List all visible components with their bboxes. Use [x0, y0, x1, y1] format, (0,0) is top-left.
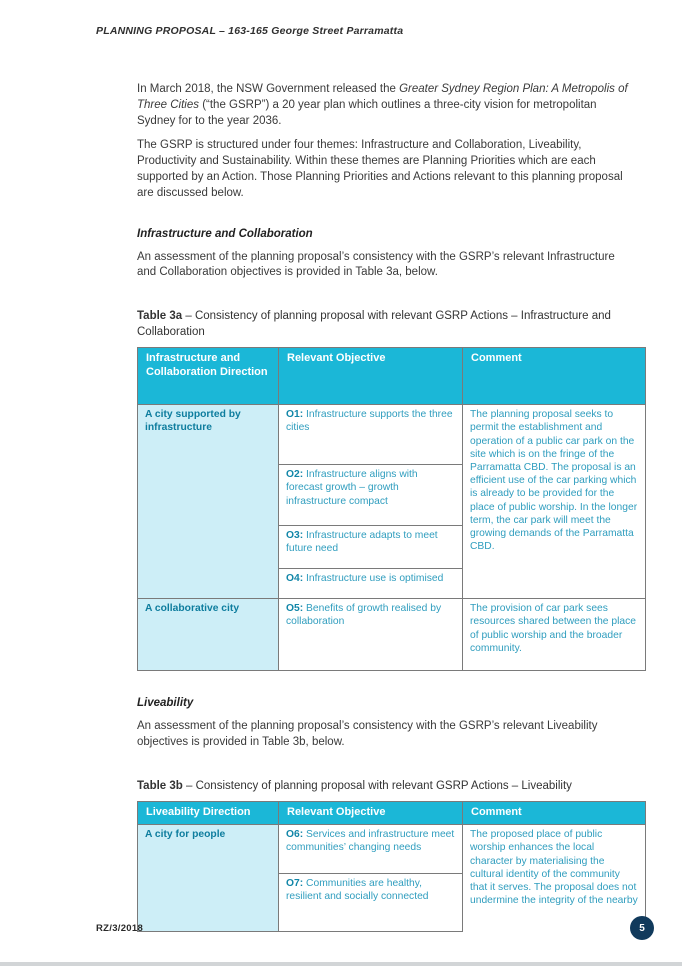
objective-text: Communities are healthy, resilient and socially connected: [286, 878, 429, 903]
table-3b-caption-text: – Consistency of planning proposal with relevant GSRP Actions – Liveability: [182, 779, 572, 792]
section-heading-infrastructure: Infrastructure and Collaboration: [137, 227, 313, 240]
column-header-direction: Liveability Direction: [138, 802, 279, 825]
objective-code: O2:: [286, 469, 304, 481]
table-row: [138, 599, 646, 671]
table-3b-header-row: [138, 802, 646, 825]
intro-text-post: (“the GSRP”) a 20 year plan which outlines a three-city vision for metropolitan Sydney for to the year 2036.: [137, 98, 597, 127]
comment-cell: The provision of car park sees resources shared between the place of public worship and the broader community.: [463, 599, 646, 671]
objective-code: O6:: [286, 829, 304, 841]
objective-code: O7:: [286, 878, 304, 890]
objective-cell: [279, 825, 463, 874]
paragraph-liveability-assessment: An assessment of the planning proposal’s consistency with the GSRP’s relevant Liveability objectives is provided in Table 3b, below.: [137, 720, 598, 748]
comment-cell: [463, 825, 646, 932]
objective-text: Services and infrastructure meet communities’ changing needs: [286, 829, 455, 854]
objective-code: O4:: [286, 573, 304, 585]
intro-text-pre: In March 2018, the NSW Government released the: [137, 83, 400, 95]
column-header-objective: Relevant Objective: [279, 348, 463, 405]
table-3a-caption: [137, 309, 645, 340]
table-row: [138, 405, 646, 465]
column-header-direction: Infrastructure and Collaboration Direction: [138, 348, 279, 405]
objective-text: Infrastructure supports the three cities: [286, 409, 453, 434]
table-3b-caption-label: Table 3b: [137, 779, 183, 792]
column-header-comment: Comment: [463, 348, 646, 405]
page-bottom-bar: [0, 962, 682, 966]
page-number-badge: 5: [630, 916, 654, 940]
column-header-objective: Relevant Objective: [279, 802, 463, 825]
paragraph-gsrp-themes: The GSRP is structured under four themes: Infrastructure and Collaboration, Liveability, Productivity and Sustainability. Within these themes are Planning Priorities which are each supported by an Action. Those Planning Priorities and Actions relevant to this planning proposal are discussed below.: [137, 139, 623, 199]
comment-cell: The planning proposal seeks to permit the establishment and operation of a public car park on the site which is on the fringe of the Parramatta CBD. The proposal is an efficient use of the car parking which is already to be provided for the place of public worship. In the longer term, the car park will meet the growing demands of the Parramatta CBD.: [463, 405, 646, 599]
footer-doc-ref: RZ/3/2018: [96, 923, 144, 934]
plan-title-italic: Greater Sydney Region Plan: A Metropolis of Three Cities: [137, 83, 628, 111]
column-header-comment: Comment: [463, 802, 646, 825]
section-heading-liveability: Liveability: [137, 697, 194, 710]
objective-code: O5:: [286, 603, 304, 615]
page-content: [137, 82, 647, 936]
direction-cell: A collaborative city: [138, 599, 279, 671]
objective-text: Infrastructure aligns with forecast growth – growth infrastructure compact: [286, 469, 418, 507]
table-3b: [137, 801, 646, 932]
direction-cell: A city supported by infrastructure: [138, 405, 279, 599]
direction-cell: A city for people: [138, 825, 279, 932]
objective-text: Infrastructure adapts to meet future need: [286, 530, 438, 555]
objective-code: O3:: [286, 530, 304, 542]
comment-clipped-text: The proposed place of public worship enhances the local character by materialising the cultural identity of the community that it serves. The proposal does not undermine the integrity of the nearby: [470, 829, 638, 907]
paragraph-infrastructure-assessment: An assessment of the planning proposal’s consistency with the GSRP’s relevant Infrastructure and Collaboration objectives is provided in Table 3a, below.: [137, 250, 615, 279]
objective-cell: [279, 465, 463, 526]
objective-cell: [279, 405, 463, 465]
table-3a: [137, 347, 646, 671]
objective-cell: [279, 569, 463, 599]
table-3a-caption-label: Table 3a: [137, 310, 183, 323]
document-header-title: PLANNING PROPOSAL – 163-165 George Street Parramatta: [96, 25, 404, 37]
table-row: [138, 825, 646, 874]
objective-cell: [279, 526, 463, 569]
paragraph-gsrp-intro: [137, 82, 629, 129]
objective-cell: [279, 599, 463, 671]
objective-text: Infrastructure use is optimised: [303, 573, 444, 585]
table-3b-caption: [137, 779, 645, 795]
objective-code: O1:: [286, 409, 304, 421]
objective-text: Benefits of growth realised by collaboration: [286, 603, 442, 628]
table-3a-caption-text: – Consistency of planning proposal with relevant GSRP Actions – Infrastructure and Collaboration: [137, 310, 611, 338]
objective-cell: [279, 874, 463, 932]
table-3a-header-row: [138, 348, 646, 405]
